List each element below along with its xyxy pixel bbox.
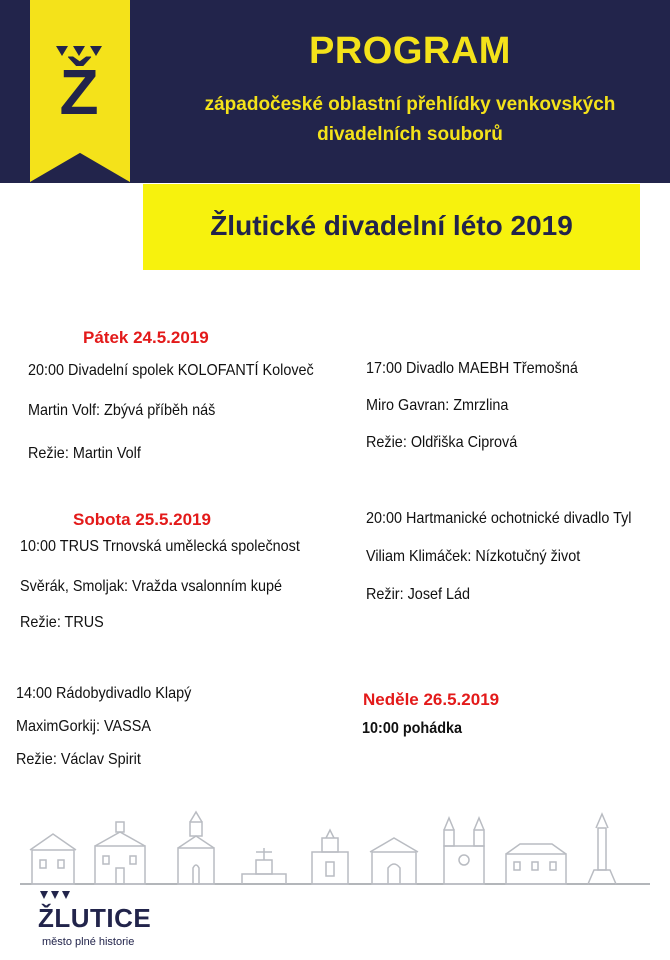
saturday2-line-2: MaximGorkij: VASSA bbox=[16, 718, 151, 735]
logo-letter: Ž bbox=[59, 56, 99, 128]
saturday-line-2: Svěrák, Smoljak: Vražda vsalonním kupé bbox=[20, 578, 282, 595]
day-sunday: Neděle 26.5.2019 bbox=[363, 690, 500, 709]
brand-tagline: město plné historie bbox=[42, 936, 135, 948]
friday-line-2: Martin Volf: Zbývá příběh náš bbox=[28, 402, 216, 419]
day-saturday: Sobota 25.5.2019 bbox=[73, 510, 211, 529]
program-subtitle bbox=[165, 90, 655, 150]
saturday-line-1: 10:00 TRUS Trnovská umělecká společnost bbox=[20, 538, 300, 555]
saturday2-line-1: 14:00 Rádobydivadlo Klapý bbox=[16, 685, 192, 702]
block2-line-2: Viliam Klimáček: Nízkotučný život bbox=[366, 548, 581, 565]
brand-name: ŽLUTICE bbox=[38, 903, 152, 933]
brand-crown-icon bbox=[40, 891, 70, 899]
subtitle-line-2: divadelních souborů bbox=[317, 124, 503, 145]
sunday-line-1: 10:00 pohádka bbox=[362, 720, 463, 737]
friday-line-1: 20:00 Divadelní spolek KOLOFANTÍ Koloveč bbox=[28, 362, 314, 379]
block1-line-1: 17:00 Divadlo MAEBH Třemošná bbox=[366, 360, 578, 377]
subtitle-line-1: západočeské oblastní přehlídky venkovských bbox=[204, 94, 616, 115]
town-skyline-icon bbox=[20, 808, 650, 888]
saturday-line-3: Režie: TRUS bbox=[20, 614, 104, 631]
festival-title: Žlutické divadelní léto 2019 bbox=[210, 210, 573, 241]
saturday2-line-3: Režie: Václav Spirit bbox=[16, 751, 141, 768]
block2-line-1: 20:00 Hartmanické ochotnické divadlo Tyl bbox=[366, 510, 632, 527]
block1-line-3: Režie: Oldřiška Ciprová bbox=[366, 434, 518, 451]
block1-line-2: Miro Gavran: Zmrzlina bbox=[366, 397, 509, 414]
program-title: PROGRAM bbox=[309, 30, 511, 72]
festival-box bbox=[143, 184, 640, 270]
friday-line-3: Režie: Martin Volf bbox=[28, 445, 141, 462]
block2-line-3: Režir: Josef Lád bbox=[366, 586, 471, 603]
day-friday: Pátek 24.5.2019 bbox=[83, 328, 209, 347]
crown-icon bbox=[56, 46, 102, 56]
